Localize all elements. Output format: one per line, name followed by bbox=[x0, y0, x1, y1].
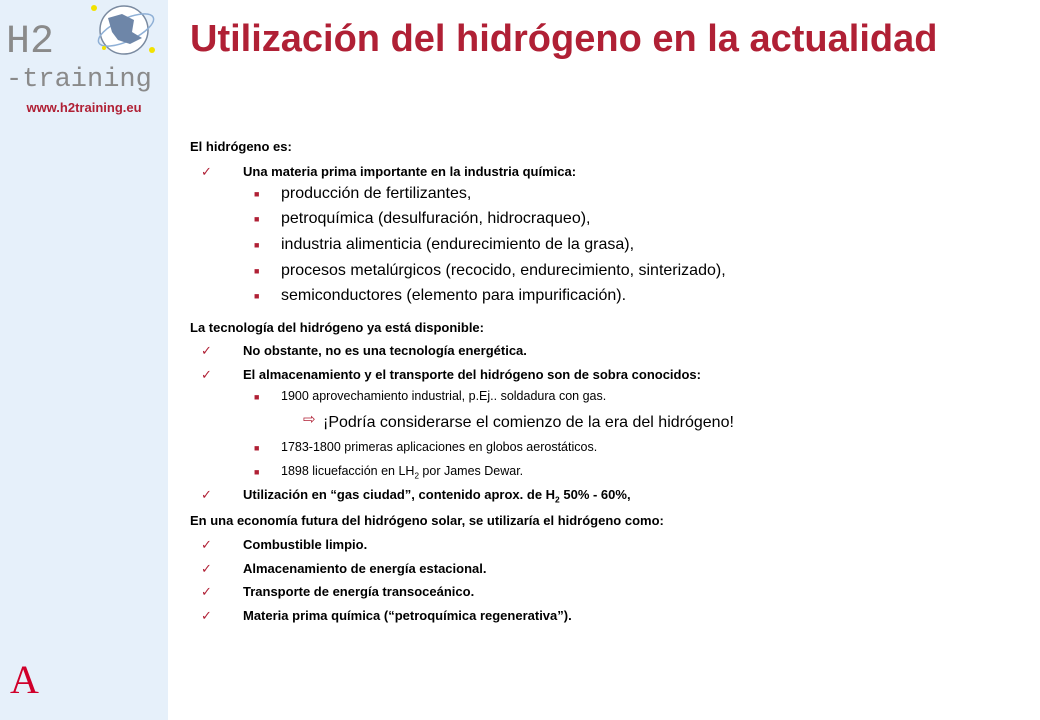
checkmark-icon: ✓ bbox=[201, 608, 212, 623]
checkmark-icon: ✓ bbox=[201, 584, 212, 599]
square-bullet-icon: ■ bbox=[254, 214, 260, 224]
bottom-logo: A bbox=[10, 657, 39, 702]
future-item-2: Almacenamiento de energía estacional. bbox=[243, 561, 487, 576]
svg-text:-training: -training bbox=[6, 65, 152, 94]
sidebar bbox=[0, 0, 168, 720]
square-bullet-icon: ■ bbox=[254, 291, 260, 301]
square-bullet-icon: ■ bbox=[254, 266, 260, 276]
gas-item: Utilización en “gas ciudad”, contenido aprox. de $H_2$ 50% - 60%, bbox=[243, 487, 631, 505]
chem-item: Una materia prima importante en la industria química: bbox=[243, 164, 577, 179]
use-item-1: producción de fertilizantes, bbox=[281, 185, 472, 202]
use-item-3: industria alimenticia (endurecimiento de la grasa), bbox=[281, 236, 635, 253]
future-heading: En una economía futura del hidrógeno solar, se utilizaría el hidrógeno como: bbox=[190, 513, 664, 528]
h2-training-logo bbox=[4, 2, 164, 94]
use-item-2: petroquímica (desulfuración, hidrocraqueo), bbox=[281, 210, 591, 227]
tech-heading: La tecnología del hidrógeno ya está disponible: bbox=[190, 320, 484, 335]
history-item-3: 1898 licuefacción en $LH_2$ por James Dewar. bbox=[281, 464, 524, 481]
use-item-5: semiconductores (elemento para impurificación). bbox=[281, 287, 627, 304]
future-item-1: Combustible limpio. bbox=[243, 537, 368, 552]
site-url[interactable]: www.h2training.eu bbox=[26, 100, 142, 115]
arrow-right-icon: ⇨ bbox=[303, 411, 316, 428]
intro-text: El hidrógeno es: bbox=[190, 139, 292, 154]
checkmark-icon: ✓ bbox=[201, 537, 212, 552]
checkmark-icon: ✓ bbox=[201, 367, 212, 382]
tech-item-1: No obstante, no es una tecnología energética. bbox=[243, 343, 527, 358]
square-bullet-icon: ■ bbox=[254, 392, 260, 402]
era-statement: ¡Podría considerarse el comienzo de la era del hidrógeno! bbox=[323, 414, 734, 431]
checkmark-icon: ✓ bbox=[201, 487, 212, 502]
use-item-4: procesos metalúrgicos (recocido, endurecimiento, sinterizado), bbox=[281, 262, 726, 279]
history-item-2: 1783-1800 primeras aplicaciones en globos aerostáticos. bbox=[281, 440, 598, 454]
checkmark-icon: ✓ bbox=[201, 343, 212, 358]
square-bullet-icon: ■ bbox=[254, 467, 260, 477]
svg-text:H2: H2 bbox=[6, 20, 55, 65]
checkmark-icon: ✓ bbox=[201, 164, 212, 179]
page-title: Utilización del hidrógeno en la actualidad bbox=[190, 18, 938, 60]
future-item-4: Materia prima química (“petroquímica regenerativa”). bbox=[243, 608, 572, 623]
square-bullet-icon: ■ bbox=[254, 189, 260, 199]
tech-item-2: El almacenamiento y el transporte del hidrógeno son de sobra conocidos: bbox=[243, 367, 701, 382]
square-bullet-icon: ■ bbox=[254, 240, 260, 250]
future-item-3: Transporte de energía transoceánico. bbox=[243, 584, 475, 599]
square-bullet-icon: ■ bbox=[254, 443, 260, 453]
history-item-1: 1900 aprovechamiento industrial, p.Ej.. soldadura con gas. bbox=[281, 389, 607, 403]
checkmark-icon: ✓ bbox=[201, 561, 212, 576]
